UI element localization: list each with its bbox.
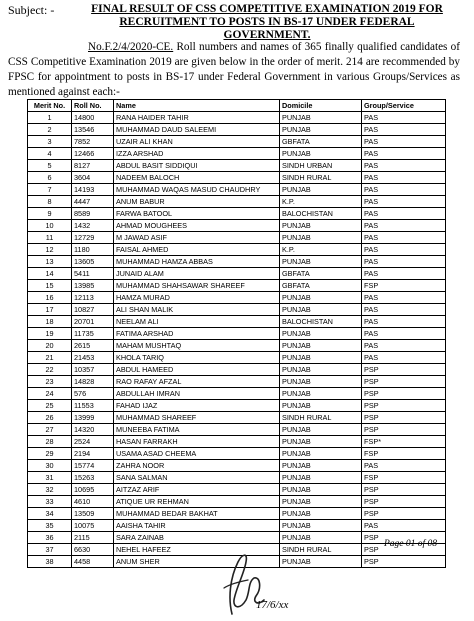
cell-domicile: PUNJAB bbox=[280, 388, 362, 400]
table-row bbox=[28, 400, 446, 412]
cell-merit-no: 16 bbox=[28, 292, 72, 304]
cell-name: KHOLA TARIQ bbox=[114, 352, 280, 364]
table-row bbox=[28, 364, 446, 376]
cell-merit-no: 23 bbox=[28, 376, 72, 388]
cell-name: SARA ZAINAB bbox=[114, 532, 280, 544]
cell-roll-no: 2115 bbox=[72, 532, 114, 544]
cell-domicile: PUNJAB bbox=[280, 148, 362, 160]
cell-domicile: PUNJAB bbox=[280, 256, 362, 268]
cell-domicile: PUNJAB bbox=[280, 424, 362, 436]
cell-name: ATIQUE UR REHMAN bbox=[114, 496, 280, 508]
cell-domicile: BALOCHISTAN bbox=[280, 316, 362, 328]
cell-domicile: PUNJAB bbox=[280, 304, 362, 316]
cell-name: JUNAID ALAM bbox=[114, 268, 280, 280]
cell-group-service: PSP bbox=[362, 376, 446, 388]
cell-roll-no: 2194 bbox=[72, 448, 114, 460]
cell-group-service: PAS bbox=[362, 520, 446, 532]
cell-roll-no: 2615 bbox=[72, 340, 114, 352]
cell-roll-no: 8127 bbox=[72, 160, 114, 172]
cell-roll-no: 13546 bbox=[72, 124, 114, 136]
table-row bbox=[28, 256, 446, 268]
cell-merit-no: 26 bbox=[28, 412, 72, 424]
cell-merit-no: 32 bbox=[28, 484, 72, 496]
cell-roll-no: 21453 bbox=[72, 352, 114, 364]
cell-roll-no: 12113 bbox=[72, 292, 114, 304]
cell-domicile: PUNJAB bbox=[280, 556, 362, 568]
column-header-merit-no: Merit No. bbox=[28, 100, 72, 112]
cell-merit-no: 35 bbox=[28, 520, 72, 532]
cell-domicile: K.P. bbox=[280, 196, 362, 208]
cell-domicile: PUNJAB bbox=[280, 328, 362, 340]
cell-domicile: SINDH RURAL bbox=[280, 544, 362, 556]
cell-merit-no: 17 bbox=[28, 304, 72, 316]
merit-list-table bbox=[27, 99, 446, 568]
cell-name: ANUM BABUR bbox=[114, 196, 280, 208]
cell-name: AAISHA TAHIR bbox=[114, 520, 280, 532]
cell-name: MAHAM MUSHTAQ bbox=[114, 340, 280, 352]
date-annotation: 17/6/xx bbox=[256, 599, 289, 611]
cell-name: AHMAD MOUGHEES bbox=[114, 220, 280, 232]
cell-roll-no: 11553 bbox=[72, 400, 114, 412]
cell-merit-no: 10 bbox=[28, 220, 72, 232]
cell-name: M JAWAD ASIF bbox=[114, 232, 280, 244]
cell-domicile: PUNJAB bbox=[280, 472, 362, 484]
table-row bbox=[28, 448, 446, 460]
cell-domicile: PUNJAB bbox=[280, 508, 362, 520]
cell-group-service: PSP bbox=[362, 532, 446, 544]
cell-group-service: PAS bbox=[362, 220, 446, 232]
cell-name: RANA HAIDER TAHIR bbox=[114, 112, 280, 124]
cell-group-service: PSP bbox=[362, 400, 446, 412]
cell-domicile: PUNJAB bbox=[280, 532, 362, 544]
table-row bbox=[28, 280, 446, 292]
table-row bbox=[28, 112, 446, 124]
table-row bbox=[28, 352, 446, 364]
cell-domicile: PUNJAB bbox=[280, 112, 362, 124]
table-row bbox=[28, 148, 446, 160]
cell-merit-no: 22 bbox=[28, 364, 72, 376]
table-row bbox=[28, 220, 446, 232]
cell-group-service: PAS bbox=[362, 160, 446, 172]
cell-merit-no: 1 bbox=[28, 112, 72, 124]
cell-name: IZZA ARSHAD bbox=[114, 148, 280, 160]
table-row bbox=[28, 520, 446, 532]
cell-name: NEHEL HAFEEZ bbox=[114, 544, 280, 556]
cell-roll-no: 2524 bbox=[72, 436, 114, 448]
cell-group-service: FSP* bbox=[362, 436, 446, 448]
table-row bbox=[28, 160, 446, 172]
table-row bbox=[28, 184, 446, 196]
cell-roll-no: 1180 bbox=[72, 244, 114, 256]
cell-domicile: PUNJAB bbox=[280, 124, 362, 136]
table-row bbox=[28, 232, 446, 244]
table-row bbox=[28, 508, 446, 520]
cell-group-service: PAS bbox=[362, 340, 446, 352]
intro-paragraph bbox=[8, 40, 460, 100]
cell-name: ABDUL BASIT SIDDIQUI bbox=[114, 160, 280, 172]
cell-roll-no: 14828 bbox=[72, 376, 114, 388]
cell-merit-no: 8 bbox=[28, 196, 72, 208]
cell-domicile: PUNJAB bbox=[280, 460, 362, 472]
cell-group-service: PAS bbox=[362, 124, 446, 136]
cell-domicile: BALOCHISTAN bbox=[280, 208, 362, 220]
cell-group-service: PSP bbox=[362, 424, 446, 436]
cell-domicile: PUNJAB bbox=[280, 376, 362, 388]
cell-roll-no: 12729 bbox=[72, 232, 114, 244]
cell-roll-no: 12466 bbox=[72, 148, 114, 160]
cell-roll-no: 14320 bbox=[72, 424, 114, 436]
cell-merit-no: 20 bbox=[28, 340, 72, 352]
cell-merit-no: 3 bbox=[28, 136, 72, 148]
table-row bbox=[28, 340, 446, 352]
cell-domicile: GBFATA bbox=[280, 136, 362, 148]
column-header-group-service: Group/Service bbox=[362, 100, 446, 112]
cell-merit-no: 2 bbox=[28, 124, 72, 136]
cell-group-service: PSP bbox=[362, 544, 446, 556]
cell-merit-no: 21 bbox=[28, 352, 72, 364]
cell-merit-no: 25 bbox=[28, 400, 72, 412]
cell-merit-no: 9 bbox=[28, 208, 72, 220]
cell-group-service: PAS bbox=[362, 172, 446, 184]
cell-domicile: GBFATA bbox=[280, 268, 362, 280]
cell-domicile: PUNJAB bbox=[280, 436, 362, 448]
cell-roll-no: 13985 bbox=[72, 280, 114, 292]
cell-roll-no: 13509 bbox=[72, 508, 114, 520]
cell-merit-no: 19 bbox=[28, 328, 72, 340]
cell-merit-no: 12 bbox=[28, 244, 72, 256]
cell-domicile: PUNJAB bbox=[280, 352, 362, 364]
cell-roll-no: 15263 bbox=[72, 472, 114, 484]
cell-name: MUNEEBA FATIMA bbox=[114, 424, 280, 436]
cell-merit-no: 14 bbox=[28, 268, 72, 280]
cell-roll-no: 11735 bbox=[72, 328, 114, 340]
cell-domicile: K.P. bbox=[280, 244, 362, 256]
cell-group-service: PAS bbox=[362, 112, 446, 124]
table-row bbox=[28, 496, 446, 508]
table-row bbox=[28, 376, 446, 388]
cell-domicile: PUNJAB bbox=[280, 340, 362, 352]
cell-group-service: PAS bbox=[362, 136, 446, 148]
cell-domicile: PUNJAB bbox=[280, 496, 362, 508]
table-row bbox=[28, 196, 446, 208]
cell-group-service: PSP bbox=[362, 484, 446, 496]
cell-name: ABDUL HAMEED bbox=[114, 364, 280, 376]
cell-merit-no: 37 bbox=[28, 544, 72, 556]
table-row bbox=[28, 208, 446, 220]
cell-roll-no: 14800 bbox=[72, 112, 114, 124]
cell-roll-no: 10357 bbox=[72, 364, 114, 376]
cell-group-service: FSP bbox=[362, 448, 446, 460]
cell-roll-no: 1432 bbox=[72, 220, 114, 232]
cell-merit-no: 13 bbox=[28, 256, 72, 268]
cell-group-service: FSP bbox=[362, 472, 446, 484]
cell-group-service: PSP bbox=[362, 412, 446, 424]
cell-roll-no: 14193 bbox=[72, 184, 114, 196]
cell-merit-no: 4 bbox=[28, 148, 72, 160]
column-header-domicile: Domicile bbox=[280, 100, 362, 112]
table-row bbox=[28, 124, 446, 136]
cell-name: MUHAMMAD BEDAR BAKHAT bbox=[114, 508, 280, 520]
cell-merit-no: 34 bbox=[28, 508, 72, 520]
cell-roll-no: 5411 bbox=[72, 268, 114, 280]
cell-domicile: SINDH URBAN bbox=[280, 160, 362, 172]
cell-group-service: PAS bbox=[362, 148, 446, 160]
cell-group-service: PAS bbox=[362, 244, 446, 256]
cell-name: HAMZA MURAD bbox=[114, 292, 280, 304]
cell-group-service: PAS bbox=[362, 304, 446, 316]
cell-group-service: FSP bbox=[362, 280, 446, 292]
cell-domicile: PUNJAB bbox=[280, 364, 362, 376]
cell-roll-no: 10075 bbox=[72, 520, 114, 532]
cell-roll-no: 10827 bbox=[72, 304, 114, 316]
cell-name: NEELAM ALI bbox=[114, 316, 280, 328]
cell-group-service: PAS bbox=[362, 256, 446, 268]
cell-name: ALI SHAN MALIK bbox=[114, 304, 280, 316]
cell-group-service: PAS bbox=[362, 268, 446, 280]
cell-name: USAMA ASAD CHEEMA bbox=[114, 448, 280, 460]
table-header-row bbox=[28, 100, 446, 112]
cell-name: MUHAMMAD DAUD SALEEMI bbox=[114, 124, 280, 136]
table-row bbox=[28, 136, 446, 148]
cell-domicile: GBFATA bbox=[280, 280, 362, 292]
table-row bbox=[28, 436, 446, 448]
cell-merit-no: 5 bbox=[28, 160, 72, 172]
cell-roll-no: 8589 bbox=[72, 208, 114, 220]
cell-roll-no: 4458 bbox=[72, 556, 114, 568]
cell-merit-no: 15 bbox=[28, 280, 72, 292]
cell-roll-no: 20701 bbox=[72, 316, 114, 328]
cell-domicile: PUNJAB bbox=[280, 184, 362, 196]
cell-name: UZAIR ALI KHAN bbox=[114, 136, 280, 148]
cell-merit-no: 24 bbox=[28, 388, 72, 400]
cell-domicile: PUNJAB bbox=[280, 484, 362, 496]
cell-merit-no: 18 bbox=[28, 316, 72, 328]
cell-domicile: PUNJAB bbox=[280, 448, 362, 460]
table-row bbox=[28, 472, 446, 484]
cell-name: ANUM SHER bbox=[114, 556, 280, 568]
cell-roll-no: 15774 bbox=[72, 460, 114, 472]
cell-name: MUHAMMAD WAQAS MASUD CHAUDHRY bbox=[114, 184, 280, 196]
table-row bbox=[28, 292, 446, 304]
cell-group-service: PAS bbox=[362, 352, 446, 364]
table-row bbox=[28, 316, 446, 328]
cell-name: FAISAL AHMED bbox=[114, 244, 280, 256]
cell-roll-no: 4610 bbox=[72, 496, 114, 508]
cell-roll-no: 576 bbox=[72, 388, 114, 400]
cell-domicile: PUNJAB bbox=[280, 292, 362, 304]
intro-text: Roll numbers and names of 365 finally qualified candidates of CSS Competitive Examination 2019 are given below in the order of merit. 214 are recommended by FPSC for appointment to posts in BS-17 under Federal Government in various Groups/Services as mentioned against each:- bbox=[8, 41, 460, 98]
cell-group-service: PAS bbox=[362, 232, 446, 244]
cell-group-service: PSP bbox=[362, 556, 446, 568]
cell-name: MUHAMMAD SHAREEF bbox=[114, 412, 280, 424]
cell-merit-no: 36 bbox=[28, 532, 72, 544]
table-row bbox=[28, 268, 446, 280]
table-row bbox=[28, 388, 446, 400]
cell-roll-no: 6630 bbox=[72, 544, 114, 556]
cell-group-service: PAS bbox=[362, 316, 446, 328]
cell-name: MUHAMMAD HAMZA ABBAS bbox=[114, 256, 280, 268]
page-number: Page 01 of 08 bbox=[384, 539, 438, 549]
table-row bbox=[28, 328, 446, 340]
cell-group-service: PAS bbox=[362, 196, 446, 208]
cell-name: ZAHRA NOOR bbox=[114, 460, 280, 472]
table-row bbox=[28, 460, 446, 472]
column-header-name: Name bbox=[114, 100, 280, 112]
cell-group-service: PAS bbox=[362, 460, 446, 472]
cell-name: FATIMA ARSHAD bbox=[114, 328, 280, 340]
cell-name: RAO RAFAY AFZAL bbox=[114, 376, 280, 388]
document-title: FINAL RESULT OF CSS COMPETITIVE EXAMINATION 2019 FOR RECRUITMENT TO POSTS IN BS-17 UNDER FEDERAL GOVERNMENT. bbox=[91, 3, 443, 41]
table-body bbox=[28, 112, 446, 568]
cell-roll-no: 3604 bbox=[72, 172, 114, 184]
cell-name: SANA SALMAN bbox=[114, 472, 280, 484]
cell-domicile: PUNJAB bbox=[280, 520, 362, 532]
table-row bbox=[28, 304, 446, 316]
cell-merit-no: 11 bbox=[28, 232, 72, 244]
cell-name: MUHAMMAD SHAHSAWAR SHAREEF bbox=[114, 280, 280, 292]
cell-group-service: PAS bbox=[362, 208, 446, 220]
cell-group-service: PAS bbox=[362, 292, 446, 304]
cell-name: AITZAZ ARIF bbox=[114, 484, 280, 496]
cell-group-service: PSP bbox=[362, 364, 446, 376]
cell-roll-no: 13605 bbox=[72, 256, 114, 268]
cell-merit-no: 30 bbox=[28, 460, 72, 472]
table-row bbox=[28, 532, 446, 544]
cell-name: FAHAD IJAZ bbox=[114, 400, 280, 412]
cell-name: NADEEM BALOCH bbox=[114, 172, 280, 184]
table-row bbox=[28, 412, 446, 424]
cell-group-service: PSP bbox=[362, 496, 446, 508]
cell-merit-no: 38 bbox=[28, 556, 72, 568]
cell-merit-no: 28 bbox=[28, 436, 72, 448]
cell-domicile: SINDH RURAL bbox=[280, 172, 362, 184]
cell-roll-no: 4447 bbox=[72, 196, 114, 208]
subject-label: Subject: - bbox=[8, 3, 55, 17]
reference-number: No.F.2/4/2020-CE. bbox=[88, 41, 174, 53]
table-row bbox=[28, 484, 446, 496]
table-row bbox=[28, 424, 446, 436]
column-header-roll-no: Roll No. bbox=[72, 100, 114, 112]
cell-merit-no: 7 bbox=[28, 184, 72, 196]
table-row bbox=[28, 244, 446, 256]
cell-merit-no: 6 bbox=[28, 172, 72, 184]
cell-domicile: SINDH RURAL bbox=[280, 412, 362, 424]
cell-group-service: PAS bbox=[362, 184, 446, 196]
cell-domicile: PUNJAB bbox=[280, 232, 362, 244]
cell-roll-no: 13999 bbox=[72, 412, 114, 424]
cell-roll-no: 7852 bbox=[72, 136, 114, 148]
cell-merit-no: 31 bbox=[28, 472, 72, 484]
cell-group-service: PSP bbox=[362, 508, 446, 520]
cell-merit-no: 33 bbox=[28, 496, 72, 508]
cell-name: HASAN FARRAKH bbox=[114, 436, 280, 448]
cell-name: FARWA BATOOL bbox=[114, 208, 280, 220]
cell-roll-no: 10695 bbox=[72, 484, 114, 496]
cell-domicile: PUNJAB bbox=[280, 400, 362, 412]
cell-merit-no: 27 bbox=[28, 424, 72, 436]
cell-name: ABDULLAH IMRAN bbox=[114, 388, 280, 400]
cell-domicile: PUNJAB bbox=[280, 220, 362, 232]
cell-merit-no: 29 bbox=[28, 448, 72, 460]
cell-group-service: PSP bbox=[362, 388, 446, 400]
cell-group-service: PAS bbox=[362, 328, 446, 340]
table-row bbox=[28, 172, 446, 184]
